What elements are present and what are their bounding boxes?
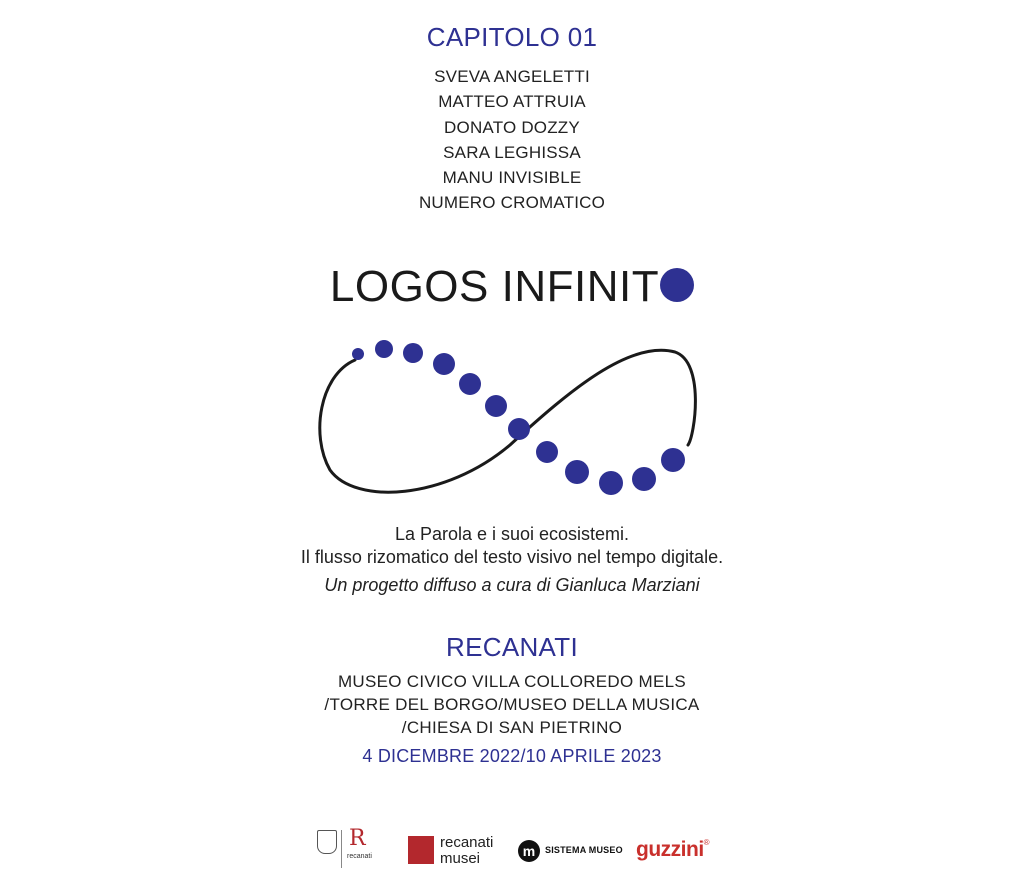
venue-line: /CHIESA DI SAN PIETRINO <box>401 718 623 737</box>
logo-divider <box>341 830 342 868</box>
musei-line-2: musei <box>440 850 481 867</box>
artist-name: SVEVA ANGELETTI <box>434 67 590 86</box>
infinity-dots <box>352 340 685 495</box>
venue-line: MUSEO CIVICO VILLA COLLOREDO MELS <box>337 672 687 691</box>
infinity-dot <box>599 471 623 495</box>
chapter-heading: CAPITOLO 01 <box>426 22 598 52</box>
crest-icon <box>317 830 337 854</box>
infinity-dot <box>632 467 656 491</box>
infinity-dot <box>375 340 393 358</box>
sistema-mark-icon: m <box>518 840 540 862</box>
title-o-dot <box>660 268 694 302</box>
infinity-dot <box>433 353 455 375</box>
infinity-dot <box>661 448 685 472</box>
registered-mark: ® <box>703 838 710 847</box>
musei-mark-icon <box>408 836 434 864</box>
guzzini-logo <box>636 838 726 866</box>
musei-line-1: recanati <box>440 834 494 851</box>
infinity-symbol <box>300 330 720 510</box>
artist-name: MANU INVISIBLE <box>442 168 582 188</box>
recanati-musei-logo <box>408 834 508 868</box>
recanati-label: recanati <box>347 853 372 860</box>
sistema-museo-logo <box>518 840 638 864</box>
infinity-dot <box>508 418 530 440</box>
artist-name: NUMERO CROMATICO <box>418 193 606 213</box>
artist-list <box>0 64 1024 216</box>
infinity-dot <box>565 460 589 484</box>
exhibition-title <box>0 262 1024 312</box>
curator-credit: Un progetto diffuso a cura di Gianluca Marziani <box>324 575 700 595</box>
artist-name: DONATO DOZZY <box>444 117 580 137</box>
infinity-dot <box>485 395 507 417</box>
subtitle-line-1: La Parola e i suoi ecosistemi. <box>394 524 630 544</box>
title-text: LOGOS INFINIT <box>329 262 660 311</box>
exhibition-dates: 4 DICEMBRE 2022/10 APRILE 2023 <box>362 746 662 766</box>
artist-name: SARA LEGHISSA <box>443 142 581 162</box>
sponsor-logos <box>0 826 1024 876</box>
infinity-dot <box>536 441 558 463</box>
city-heading: RECANATI <box>446 632 578 662</box>
venue-line: /TORRE DEL BORGO/MUSEO DELLA MUSICA <box>324 695 700 714</box>
infinity-dot <box>403 343 423 363</box>
comune-recanati-logo <box>313 826 379 870</box>
subtitle-line-2: Il flusso rizomatico del testo visivo nel tempo digitale. <box>300 547 724 567</box>
infinity-dot <box>459 373 481 395</box>
guzzini-wordmark: guzzini <box>636 838 704 861</box>
artist-name: MATTEO ATTRUIA <box>438 92 586 112</box>
sistema-label: SISTEMA MUSEO <box>545 845 623 855</box>
recanati-r-mark: R <box>349 826 366 851</box>
infinity-dot <box>352 348 364 360</box>
